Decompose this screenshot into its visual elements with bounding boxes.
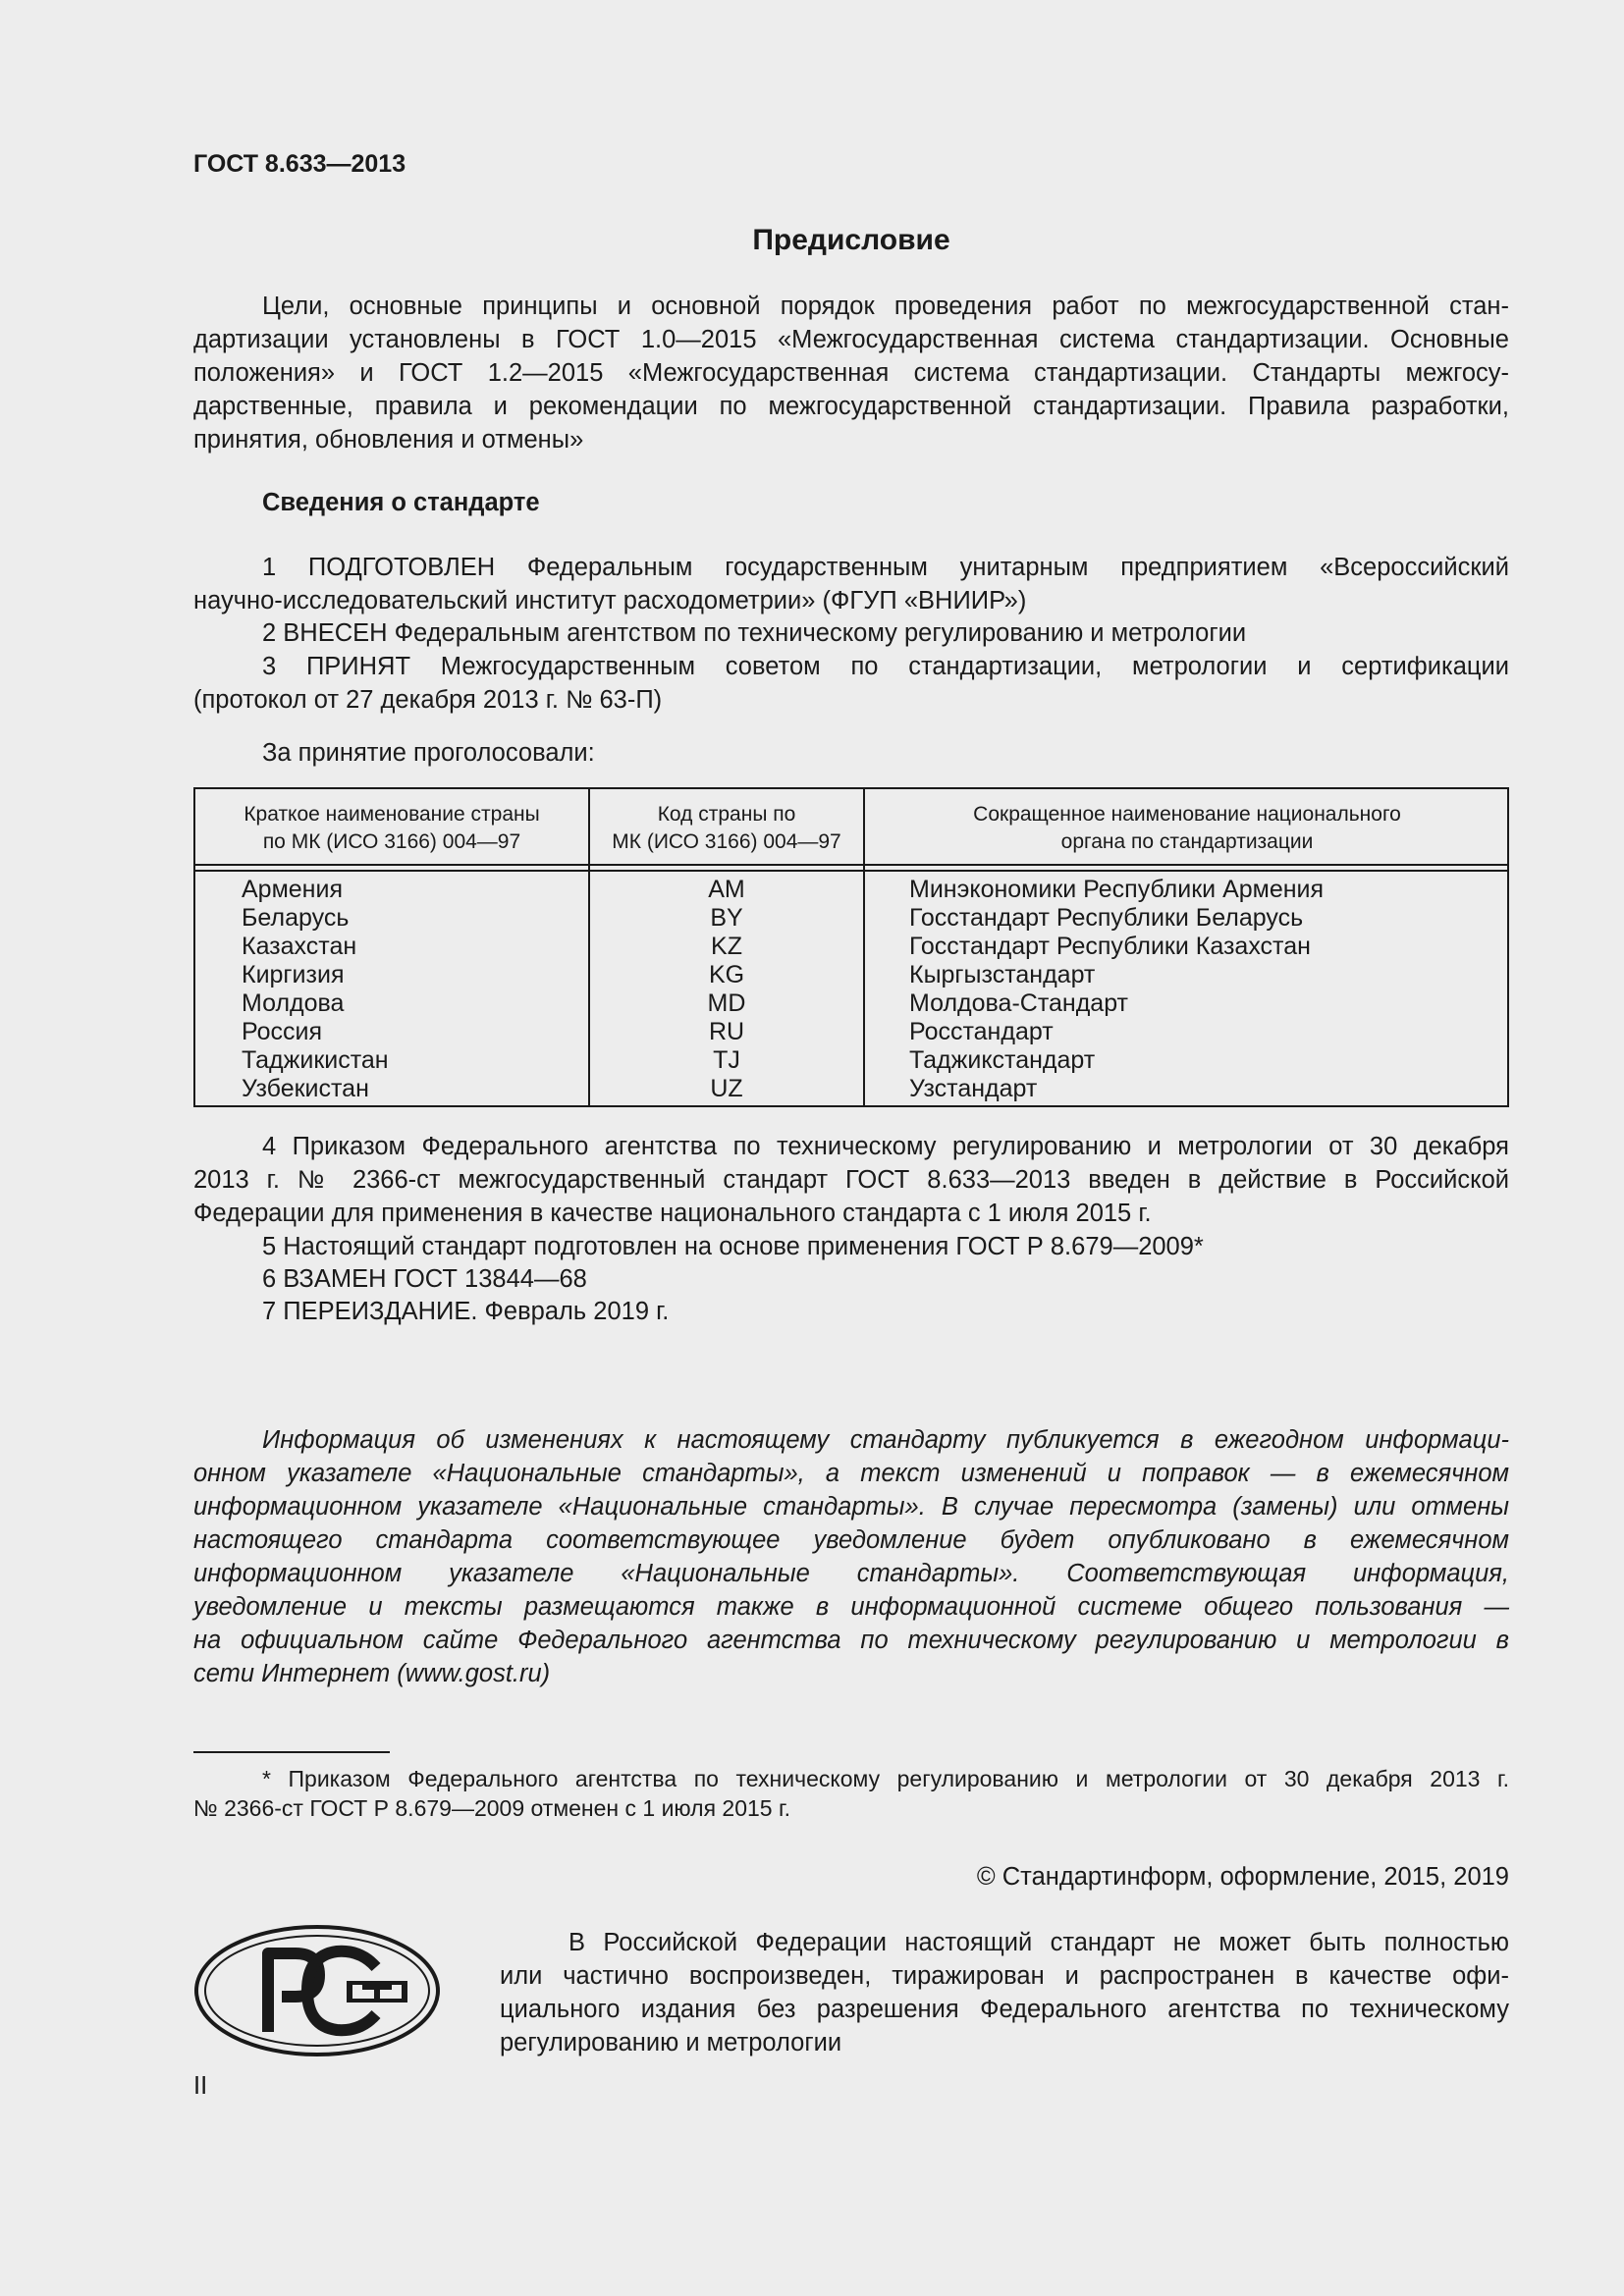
country-cell: Киргизия <box>242 961 345 988</box>
item-4 <box>193 1130 1509 1230</box>
item-1 <box>193 551 1509 617</box>
table-header-country <box>195 789 588 864</box>
country-cell: Россия <box>242 1018 322 1045</box>
body-cell: Госстандарт Республики Беларусь <box>909 904 1304 932</box>
code-cell: KG <box>708 961 745 988</box>
table-header-rule <box>195 864 1507 866</box>
notice-line: В Российской Федерации настоящий стандарт не может быть полностью <box>568 1929 1509 1956</box>
rst-gost-logo-icon <box>193 1924 441 2057</box>
code-cell: TJ <box>713 1046 740 1074</box>
info-line: на официальном сайте Федерального агентства по техническому регулированию и метрологии в <box>193 1627 1509 1654</box>
item-1-line: 1 ПОДГОТОВЛЕН Федеральным государственным унитарным предприятием «Всероссийский <box>262 554 1509 581</box>
code-cell: KZ <box>711 933 742 960</box>
table-header-body <box>865 789 1509 864</box>
info-line: уведомление и тексты размещаются также в информационной системе общего пользования — <box>193 1593 1509 1621</box>
header-line: по МК (ИСО 3166) 004—97 <box>262 830 521 853</box>
notice-line: циального издания без разрешения Федерального агентства по техническому <box>500 1996 1509 2023</box>
notice-line: или частично воспроизведен, тиражирован и распространен в качестве офи- <box>500 1962 1509 1990</box>
intro-line: дартизации установлены в ГОСТ 1.0—2015 «Межгосударственная система стандартизации. Основные <box>193 326 1509 353</box>
body-cell: Кыргызстандарт <box>909 961 1096 988</box>
body-cell: Таджикстандарт <box>909 1046 1096 1074</box>
country-column <box>242 872 389 1103</box>
body-cell: Минэкономики Республики Армения <box>909 876 1325 903</box>
voted-label: За принятие проголосовали: <box>262 739 595 767</box>
code-cell: RU <box>708 1018 745 1045</box>
header-line: Краткое наименование страны <box>244 803 540 826</box>
item-7: 7 ПЕРЕИЗДАНИЕ. Февраль 2019 г. <box>262 1298 670 1325</box>
document-page <box>193 0 1509 2296</box>
country-cell: Молдова <box>242 989 345 1017</box>
intro-line: Цели, основные принципы и основной порядок проведения работ по межгосударственной стан- <box>262 293 1509 320</box>
page-number: II <box>193 2072 208 2100</box>
info-line: сети Интернет (www.gost.ru) <box>193 1660 551 1687</box>
country-cell: Армения <box>242 876 343 903</box>
footnote <box>193 1764 1509 1823</box>
header-line: Код страны по <box>657 803 796 826</box>
info-line: информационном указателе «Национальные стандарты». В случае пересмотра (замены) или отмены <box>193 1493 1509 1521</box>
info-line: настоящего стандарта соответствующее уведомление будет опубликовано в ежемесячном <box>193 1526 1509 1554</box>
item-4-line: Федерации для применения в качестве национального стандарта с 1 июля 2015 г. <box>193 1200 1152 1227</box>
item-3-line: (протокол от 27 декабря 2013 г. № 63-П) <box>193 686 663 714</box>
intro-line: положения» и ГОСТ 1.2—2015 «Межгосударственная система стандартизации. Стандарты межгосу- <box>193 359 1509 387</box>
code-cell: MD <box>707 989 746 1017</box>
body-cell: Росстандарт <box>909 1018 1054 1045</box>
code-cell: BY <box>710 904 743 932</box>
header-line: Сокращенное наименование национального <box>973 803 1401 826</box>
code-cell: UZ <box>710 1075 743 1102</box>
item-6: 6 ВЗАМЕН ГОСТ 13844—68 <box>262 1265 587 1293</box>
intro-line: дарственные, правила и рекомендации по межгосударственной стандартизации. Правила разработки, <box>193 393 1509 420</box>
header-line: МК (ИСО 3166) 004—97 <box>612 830 841 853</box>
changes-information <box>193 1423 1509 1690</box>
intro-paragraph <box>193 290 1509 456</box>
code-cell: AM <box>708 876 745 903</box>
country-cell: Таджикистан <box>242 1046 389 1074</box>
page-title: Предисловие <box>752 224 950 256</box>
header-line: органа по стандартизации <box>1060 830 1314 853</box>
footnote-line: № 2366-ст ГОСТ Р 8.679—2009 отменен с 1 июля 2015 г. <box>193 1795 790 1821</box>
body-column <box>909 872 1324 1103</box>
table-header-code <box>590 789 863 864</box>
code-column <box>590 872 863 1103</box>
footnote-line: * Приказом Федерального агентства по техническому регулированию и метрологии от 30 декабря 2013 г. <box>262 1766 1509 1791</box>
footnote-rule <box>193 1751 390 1753</box>
country-cell: Узбекистан <box>242 1075 369 1102</box>
info-line: Информация об изменениях к настоящему стандарту публикуется в ежегодном информаци- <box>262 1426 1509 1454</box>
info-line: онном указателе «Национальные стандарты», а текст изменений и поправок — в ежемесячном <box>193 1460 1509 1487</box>
item-1-line: научно-исследовательский институт расходометрии» (ФГУП «ВНИИР») <box>193 587 1027 614</box>
voting-table <box>193 787 1509 1107</box>
info-line: информационном указателе «Национальные стандарты». Соответствующая информация, <box>193 1560 1509 1587</box>
notice-line: регулированию и метрологии <box>500 2029 842 2056</box>
body-cell: Узстандарт <box>909 1075 1038 1102</box>
item-5: 5 Настоящий стандарт подготовлен на основе применения ГОСТ Р 8.679—2009* <box>262 1233 1204 1260</box>
country-cell: Беларусь <box>242 904 350 932</box>
body-cell: Госстандарт Республики Казахстан <box>909 933 1311 960</box>
reproduction-notice <box>500 1926 1509 2059</box>
section-heading: Сведения о стандарте <box>262 489 540 516</box>
item-3-line: 3 ПРИНЯТ Межгосударственным советом по стандартизации, метрологии и сертификации <box>262 653 1509 680</box>
item-2: 2 ВНЕСЕН Федеральным агентством по техническому регулированию и метрологии <box>262 619 1247 647</box>
body-cell: Молдова-Стандарт <box>909 989 1128 1017</box>
item-4-line: 4 Приказом Федерального агентства по техническому регулированию и метрологии от 30 декабря <box>262 1133 1509 1160</box>
intro-line: принятия, обновления и отмены» <box>193 426 584 454</box>
copyright-notice: © Стандартинформ, оформление, 2015, 2019 <box>976 1863 1509 1891</box>
item-3 <box>193 650 1509 717</box>
country-cell: Казахстан <box>242 933 357 960</box>
document-code: ГОСТ 8.633—2013 <box>193 150 406 178</box>
item-4-line: 2013 г. № 2366-ст межгосударственный стандарт ГОСТ 8.633—2013 введен в действие в Российской <box>193 1166 1509 1194</box>
